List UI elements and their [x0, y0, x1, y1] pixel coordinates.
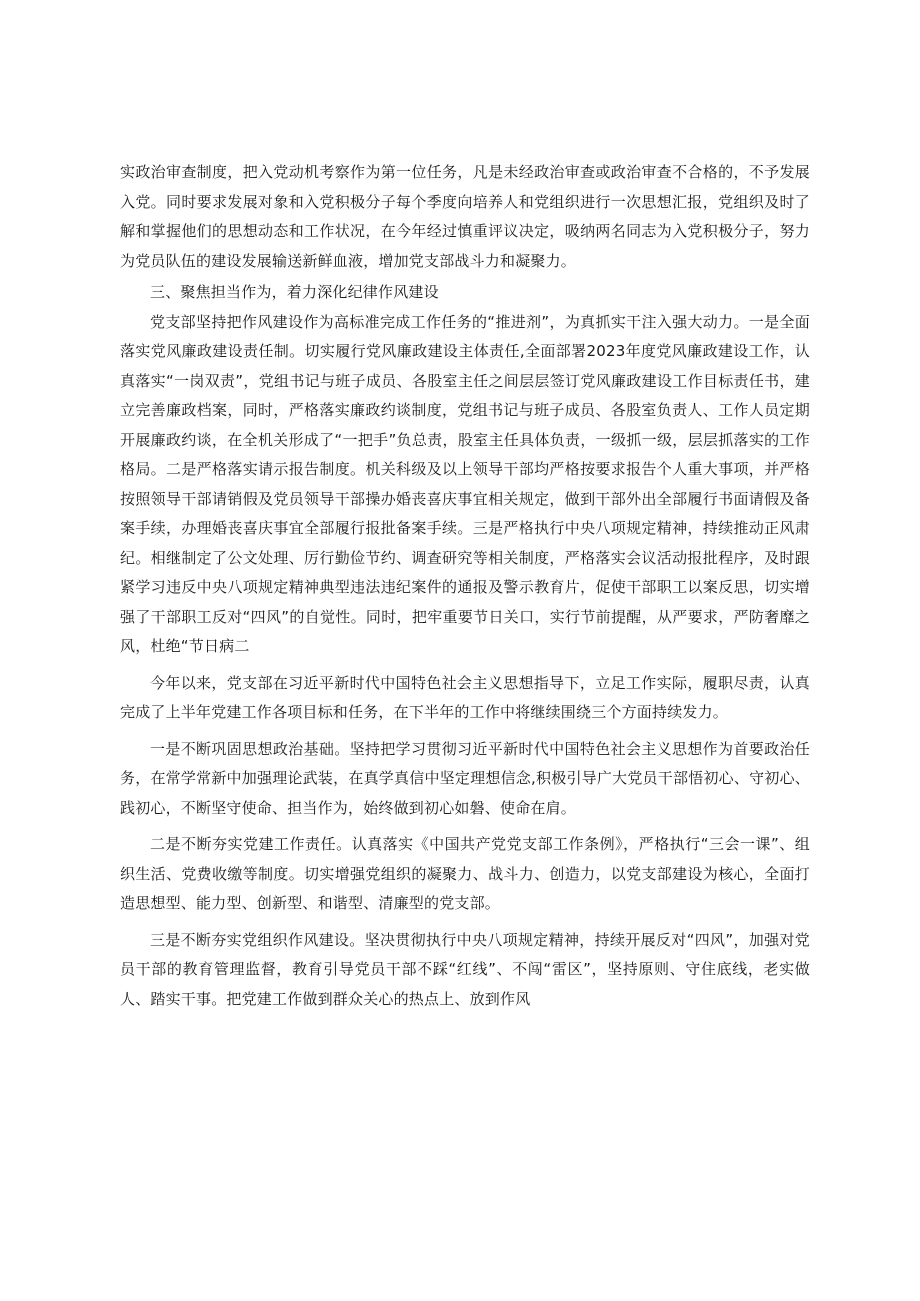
paragraph-continuation: 实政治审查制度，把入党动机考察作为第一位任务，凡是未经政治审查或政治审查不合格的，不予发展入党。同时要求发展对象和入党积极分子每个季度向培养人和党组织进行一次思想汇报，党组织及时了解和掌握他们的思想动态和工作状况，在今年经过慎重评议决定，吸纳两名同志为入党积极分子，努力为党员队伍的建设发展输送新鲜血液，增加党支部战斗力和凝聚力。: [120, 163, 810, 270]
paragraph-ideology: 一是不断巩固思想政治基础。坚持把学习贯彻习近平新时代中国特色社会主义思想作为首要政治任务，在常学常新中加强理论武装，在真学真信中坚定理想信念,积极引导广大党员干部悟初心、守初心、践初心，不断坚守使命、担当作为，始终做到初心如磐、使命在肩。: [120, 739, 810, 817]
document-body: [120, 158, 810, 1014]
paragraph-work-style: 三是不断夯实党组织作风建设。坚决贯彻执行中央八项规定精神，持续开展反对“四风”，加强对党员干部的教育管理监督，教育引导党员干部不踩“红线”、不闯“雷区”，坚持原则、守住底线，老实做人、踏实干事。把党建工作做到群众关心的热点上、放到作风: [120, 930, 810, 1008]
paragraph-summary: 今年以来，党支部在习近平新时代中国特色社会主义思想指导下，立足工作实际，履职尽责，认真完成了上半年党建工作各项目标和任务，在下半年的工作中将继续围绕三个方面持续发力。: [120, 673, 810, 721]
paragraph-discipline-style: 党支部坚持把作风建设作为高标准完成工作任务的“推进剂”，为真抓实干注入强大动力。一是全面落实党风廉政建设责任制。切实履行党风廉政建设主体责任,全面部署2023年度党风廉政建设工作，认真落实“一岗双责”，党组书记与班子成员、各股室主任之间层层签订党风廉政建设工作目标责任书，建立完善廉政档案，同时，严格落实廉政约谈制度，党组书记与班子成员、各股室负责人、工作人员定期开展廉政约谈，在全机关形成了“一把手”负总责，股室主任具体负责，一级抓一级，层层抓落实的工作格局。二是严格落实请示报告制度。机关科级及以上领导干部均严格按要求报告个人重大事项，并严格按照领导干部请销假及党员领导干部操办婚丧喜庆事宜相关规定，做到干部外出全部履行书面请假及备案手续，办理婚丧喜庆事宜全部履行报批备案手续。三是严格执行中央八项规定精神，持续推动正风肃纪。相继制定了公文处理、厉行勤俭节约、调查研究等相关制度，严格落实会议活动报批程序，及时跟紧学习违反中央八项规定精神典型违法违纪案件的通报及警示教育片，促使干部职工以案反思，切实增强了干部职工反对“四风”的自觉性。同时，把牢重要节日关口，实行节前提醒，从严要求，严防奢靡之风，杜绝“节日病二: [120, 312, 810, 655]
paragraph-responsibility: 二是不断夯实党建工作责任。认真落实《中国共产党党支部工作条例》，严格执行“三会一课”、组织生活、党费收缴等制度。切实增强党组织的凝聚力、战斗力、创造力，以党支部建设为核心，全面打造思想型、能力型、创新型、和谐型、清廉型的党支部。: [120, 835, 810, 912]
section-heading: 三、聚焦担当作为，着力深化纪律作风建设: [150, 283, 439, 301]
